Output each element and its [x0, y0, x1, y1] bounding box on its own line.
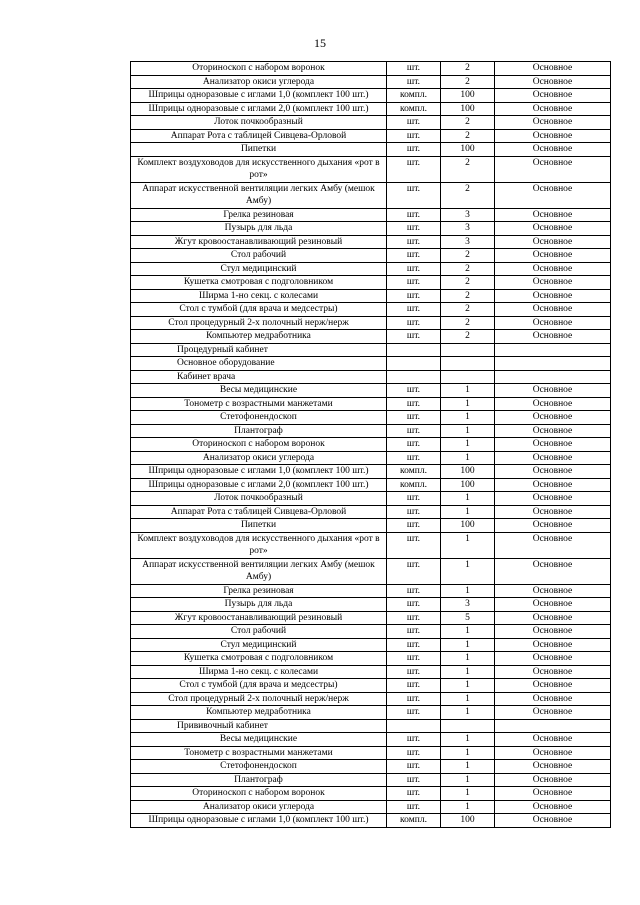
type-cell: [495, 343, 611, 357]
item-name-cell: Кабинет врача: [131, 370, 387, 384]
type-cell: Основное: [495, 330, 611, 344]
table-row: [131, 478, 611, 492]
table-row: [131, 62, 611, 76]
type-cell: Основное: [495, 62, 611, 76]
unit-cell: шт.: [387, 424, 441, 438]
table-row: [131, 558, 611, 584]
table-row: [131, 733, 611, 747]
unit-cell: шт.: [387, 692, 441, 706]
type-cell: Основное: [495, 303, 611, 317]
unit-cell: шт.: [387, 760, 441, 774]
item-name-cell: Жгут кровоостанавливающий резиновый: [131, 235, 387, 249]
type-cell: Основное: [495, 143, 611, 157]
unit-cell: шт.: [387, 262, 441, 276]
item-name-cell: Оториноскоп с набором воронок: [131, 438, 387, 452]
quantity-cell: 1: [441, 692, 495, 706]
type-cell: Основное: [495, 156, 611, 182]
type-cell: Основное: [495, 611, 611, 625]
type-cell: Основное: [495, 814, 611, 828]
type-cell: Основное: [495, 451, 611, 465]
unit-cell: шт.: [387, 598, 441, 612]
item-name-cell: Шприцы одноразовые с иглами 1,0 (комплект 100 шт.): [131, 465, 387, 479]
unit-cell: шт.: [387, 611, 441, 625]
item-name-cell: Плантограф: [131, 424, 387, 438]
type-cell: Основное: [495, 411, 611, 425]
unit-cell: шт.: [387, 733, 441, 747]
table-row: [131, 222, 611, 236]
table-row: [131, 384, 611, 398]
unit-cell: шт.: [387, 652, 441, 666]
quantity-cell: 2: [441, 129, 495, 143]
unit-cell: шт.: [387, 156, 441, 182]
quantity-cell: 1: [441, 760, 495, 774]
quantity-cell: 100: [441, 89, 495, 103]
item-name-cell: Лоток почкообразный: [131, 492, 387, 506]
item-name-cell: Стол рабочий: [131, 249, 387, 263]
item-name-cell: Прививочный кабинет: [131, 719, 387, 733]
item-name-cell: Стол рабочий: [131, 625, 387, 639]
table-row: [131, 182, 611, 208]
quantity-cell: 1: [441, 773, 495, 787]
type-cell: Основное: [495, 652, 611, 666]
table-row: [131, 276, 611, 290]
equipment-table: [130, 61, 611, 828]
quantity-cell: 1: [441, 397, 495, 411]
item-name-cell: Кушетка смотровая с подголовником: [131, 652, 387, 666]
item-name-cell: Пузырь для льда: [131, 598, 387, 612]
item-name-cell: Пузырь для льда: [131, 222, 387, 236]
item-name-cell: Весы медицинские: [131, 733, 387, 747]
table-row: [131, 411, 611, 425]
type-cell: Основное: [495, 598, 611, 612]
quantity-cell: 1: [441, 733, 495, 747]
type-cell: Основное: [495, 465, 611, 479]
item-name-cell: Жгут кровоостанавливающий резиновый: [131, 611, 387, 625]
unit-cell: шт.: [387, 558, 441, 584]
item-name-cell: Аппарат искусственной вентиляции легких Амбу (мешок Амбу): [131, 182, 387, 208]
type-cell: Основное: [495, 584, 611, 598]
quantity-cell: 1: [441, 652, 495, 666]
table-row: [131, 262, 611, 276]
item-name-cell: Шприцы одноразовые с иглами 1,0 (комплект 100 шт.): [131, 814, 387, 828]
item-name-cell: Стол процедурный 2-х полочный нерж/нерж: [131, 692, 387, 706]
table-row: [131, 75, 611, 89]
quantity-cell: 3: [441, 222, 495, 236]
table-row: [131, 598, 611, 612]
table-row: [131, 156, 611, 182]
unit-cell: компл.: [387, 465, 441, 479]
item-name-cell: Ширма 1-но секц. с колесами: [131, 665, 387, 679]
unit-cell: шт.: [387, 505, 441, 519]
item-name-cell: Лоток почкообразный: [131, 116, 387, 130]
type-cell: Основное: [495, 746, 611, 760]
item-name-cell: Шприцы одноразовые с иглами 2,0 (комплект 100 шт.): [131, 102, 387, 116]
type-cell: Основное: [495, 532, 611, 558]
type-cell: Основное: [495, 262, 611, 276]
unit-cell: шт.: [387, 638, 441, 652]
table-row: [131, 519, 611, 533]
quantity-cell: 1: [441, 532, 495, 558]
quantity-cell: 1: [441, 625, 495, 639]
table-row: [131, 679, 611, 693]
quantity-cell: 2: [441, 276, 495, 290]
table-row: [131, 129, 611, 143]
quantity-cell: [441, 719, 495, 733]
table-row: [131, 451, 611, 465]
section-row: [131, 719, 611, 733]
quantity-cell: 1: [441, 505, 495, 519]
type-cell: Основное: [495, 519, 611, 533]
table-row: [131, 89, 611, 103]
table-row: [131, 438, 611, 452]
type-cell: Основное: [495, 787, 611, 801]
item-name-cell: Стул медицинский: [131, 262, 387, 276]
unit-cell: [387, 719, 441, 733]
table-row: [131, 760, 611, 774]
type-cell: Основное: [495, 638, 611, 652]
table-row: [131, 800, 611, 814]
table-row: [131, 611, 611, 625]
unit-cell: шт.: [387, 129, 441, 143]
unit-cell: шт.: [387, 62, 441, 76]
section-row: [131, 370, 611, 384]
table-row: [131, 814, 611, 828]
quantity-cell: [441, 343, 495, 357]
quantity-cell: 3: [441, 598, 495, 612]
unit-cell: [387, 343, 441, 357]
table-row: [131, 706, 611, 720]
quantity-cell: 2: [441, 289, 495, 303]
type-cell: Основное: [495, 558, 611, 584]
quantity-cell: 3: [441, 235, 495, 249]
quantity-cell: 2: [441, 116, 495, 130]
quantity-cell: 1: [441, 411, 495, 425]
item-name-cell: Ширма 1-но секц. с колесами: [131, 289, 387, 303]
type-cell: Основное: [495, 706, 611, 720]
table-row: [131, 692, 611, 706]
type-cell: Основное: [495, 492, 611, 506]
unit-cell: компл.: [387, 478, 441, 492]
item-name-cell: Анализатор окиси углерода: [131, 451, 387, 465]
section-row: [131, 357, 611, 371]
unit-cell: шт.: [387, 438, 441, 452]
item-name-cell: Комплект воздуховодов для искусственного дыхания «рот в рот»: [131, 156, 387, 182]
type-cell: Основное: [495, 384, 611, 398]
quantity-cell: 100: [441, 143, 495, 157]
table-row: [131, 625, 611, 639]
item-name-cell: Грелка резиновая: [131, 208, 387, 222]
unit-cell: шт.: [387, 532, 441, 558]
type-cell: Основное: [495, 316, 611, 330]
type-cell: Основное: [495, 692, 611, 706]
item-name-cell: Шприцы одноразовые с иглами 2,0 (комплект 100 шт.): [131, 478, 387, 492]
table-row: [131, 102, 611, 116]
quantity-cell: 1: [441, 558, 495, 584]
quantity-cell: 1: [441, 492, 495, 506]
unit-cell: компл.: [387, 89, 441, 103]
unit-cell: шт.: [387, 222, 441, 236]
quantity-cell: 100: [441, 102, 495, 116]
type-cell: Основное: [495, 397, 611, 411]
item-name-cell: Компьютер медработника: [131, 706, 387, 720]
unit-cell: шт.: [387, 665, 441, 679]
item-name-cell: Аппарат искусственной вентиляции легких Амбу (мешок Амбу): [131, 558, 387, 584]
item-name-cell: Пипетки: [131, 143, 387, 157]
type-cell: Основное: [495, 505, 611, 519]
quantity-cell: 100: [441, 478, 495, 492]
unit-cell: шт.: [387, 303, 441, 317]
item-name-cell: Стол с тумбой (для врача и медсестры): [131, 679, 387, 693]
unit-cell: компл.: [387, 814, 441, 828]
table-row: [131, 143, 611, 157]
table-row: [131, 532, 611, 558]
unit-cell: шт.: [387, 116, 441, 130]
quantity-cell: [441, 357, 495, 371]
type-cell: Основное: [495, 75, 611, 89]
type-cell: Основное: [495, 208, 611, 222]
table-row: [131, 505, 611, 519]
section-row: [131, 343, 611, 357]
unit-cell: шт.: [387, 397, 441, 411]
type-cell: Основное: [495, 800, 611, 814]
item-name-cell: Пипетки: [131, 519, 387, 533]
unit-cell: шт.: [387, 746, 441, 760]
item-name-cell: Основное оборудование: [131, 357, 387, 371]
quantity-cell: 3: [441, 208, 495, 222]
item-name-cell: Шприцы одноразовые с иглами 1,0 (комплект 100 шт.): [131, 89, 387, 103]
table-row: [131, 116, 611, 130]
type-cell: Основное: [495, 665, 611, 679]
item-name-cell: Весы медицинские: [131, 384, 387, 398]
item-name-cell: Стол с тумбой (для врача и медсестры): [131, 303, 387, 317]
type-cell: Основное: [495, 102, 611, 116]
unit-cell: шт.: [387, 289, 441, 303]
table-row: [131, 397, 611, 411]
quantity-cell: 1: [441, 638, 495, 652]
unit-cell: шт.: [387, 75, 441, 89]
unit-cell: шт.: [387, 316, 441, 330]
type-cell: Основное: [495, 733, 611, 747]
type-cell: Основное: [495, 276, 611, 290]
table-row: [131, 316, 611, 330]
unit-cell: [387, 357, 441, 371]
item-name-cell: Тонометр с возрастными манжетами: [131, 746, 387, 760]
table-row: [131, 330, 611, 344]
item-name-cell: Аппарат Рота с таблицей Сивцева-Орловой: [131, 129, 387, 143]
item-name-cell: Стетофонендоскоп: [131, 411, 387, 425]
quantity-cell: 2: [441, 316, 495, 330]
quantity-cell: 2: [441, 262, 495, 276]
unit-cell: шт.: [387, 451, 441, 465]
quantity-cell: 1: [441, 787, 495, 801]
table-row: [131, 584, 611, 598]
table-row: [131, 665, 611, 679]
quantity-cell: [441, 370, 495, 384]
type-cell: [495, 357, 611, 371]
item-name-cell: Стетофонендоскоп: [131, 760, 387, 774]
table-row: [131, 249, 611, 263]
quantity-cell: 2: [441, 303, 495, 317]
table-row: [131, 787, 611, 801]
unit-cell: компл.: [387, 102, 441, 116]
table-row: [131, 746, 611, 760]
type-cell: Основное: [495, 129, 611, 143]
type-cell: Основное: [495, 679, 611, 693]
item-name-cell: Процедурный кабинет: [131, 343, 387, 357]
unit-cell: шт.: [387, 249, 441, 263]
quantity-cell: 100: [441, 814, 495, 828]
unit-cell: шт.: [387, 584, 441, 598]
quantity-cell: 100: [441, 519, 495, 533]
item-name-cell: Оториноскоп с набором воронок: [131, 62, 387, 76]
quantity-cell: 2: [441, 156, 495, 182]
table-row: [131, 773, 611, 787]
type-cell: Основное: [495, 235, 611, 249]
unit-cell: шт.: [387, 800, 441, 814]
item-name-cell: Стул медицинский: [131, 638, 387, 652]
quantity-cell: 1: [441, 706, 495, 720]
quantity-cell: 2: [441, 330, 495, 344]
quantity-cell: 2: [441, 182, 495, 208]
quantity-cell: 100: [441, 465, 495, 479]
type-cell: [495, 370, 611, 384]
item-name-cell: Аппарат Рота с таблицей Сивцева-Орловой: [131, 505, 387, 519]
unit-cell: шт.: [387, 679, 441, 693]
unit-cell: шт.: [387, 182, 441, 208]
quantity-cell: 1: [441, 746, 495, 760]
item-name-cell: Анализатор окиси углерода: [131, 75, 387, 89]
type-cell: Основное: [495, 438, 611, 452]
item-name-cell: Компьютер медработника: [131, 330, 387, 344]
type-cell: Основное: [495, 424, 611, 438]
type-cell: Основное: [495, 289, 611, 303]
table-row: [131, 208, 611, 222]
unit-cell: шт.: [387, 492, 441, 506]
item-name-cell: Кушетка смотровая с подголовником: [131, 276, 387, 290]
item-name-cell: Анализатор окиси углерода: [131, 800, 387, 814]
unit-cell: шт.: [387, 706, 441, 720]
unit-cell: шт.: [387, 143, 441, 157]
item-name-cell: Тонометр с возрастными манжетами: [131, 397, 387, 411]
type-cell: [495, 719, 611, 733]
unit-cell: шт.: [387, 625, 441, 639]
quantity-cell: 1: [441, 451, 495, 465]
unit-cell: [387, 370, 441, 384]
type-cell: Основное: [495, 116, 611, 130]
unit-cell: шт.: [387, 384, 441, 398]
quantity-cell: 1: [441, 424, 495, 438]
item-name-cell: Плантограф: [131, 773, 387, 787]
type-cell: Основное: [495, 249, 611, 263]
unit-cell: шт.: [387, 276, 441, 290]
type-cell: Основное: [495, 182, 611, 208]
type-cell: Основное: [495, 773, 611, 787]
quantity-cell: 2: [441, 75, 495, 89]
quantity-cell: 1: [441, 584, 495, 598]
quantity-cell: 1: [441, 438, 495, 452]
type-cell: Основное: [495, 478, 611, 492]
quantity-cell: 1: [441, 800, 495, 814]
unit-cell: шт.: [387, 787, 441, 801]
unit-cell: шт.: [387, 773, 441, 787]
table-row: [131, 424, 611, 438]
item-name-cell: Комплект воздуховодов для искусственного дыхания «рот в рот»: [131, 532, 387, 558]
unit-cell: шт.: [387, 235, 441, 249]
table-row: [131, 652, 611, 666]
table-row: [131, 638, 611, 652]
unit-cell: шт.: [387, 519, 441, 533]
quantity-cell: 2: [441, 62, 495, 76]
table-row: [131, 303, 611, 317]
table-row: [131, 235, 611, 249]
quantity-cell: 1: [441, 679, 495, 693]
type-cell: Основное: [495, 222, 611, 236]
type-cell: Основное: [495, 89, 611, 103]
quantity-cell: 1: [441, 384, 495, 398]
table-row: [131, 465, 611, 479]
page-number: 15: [314, 36, 326, 50]
quantity-cell: 1: [441, 665, 495, 679]
unit-cell: шт.: [387, 411, 441, 425]
equipment-table-body: [131, 62, 611, 828]
item-name-cell: Стол процедурный 2-х полочный нерж/нерж: [131, 316, 387, 330]
type-cell: Основное: [495, 625, 611, 639]
table-row: [131, 289, 611, 303]
item-name-cell: Грелка резиновая: [131, 584, 387, 598]
quantity-cell: 5: [441, 611, 495, 625]
quantity-cell: 2: [441, 249, 495, 263]
item-name-cell: Оториноскоп с набором воронок: [131, 787, 387, 801]
unit-cell: шт.: [387, 208, 441, 222]
unit-cell: шт.: [387, 330, 441, 344]
type-cell: Основное: [495, 760, 611, 774]
table-row: [131, 492, 611, 506]
